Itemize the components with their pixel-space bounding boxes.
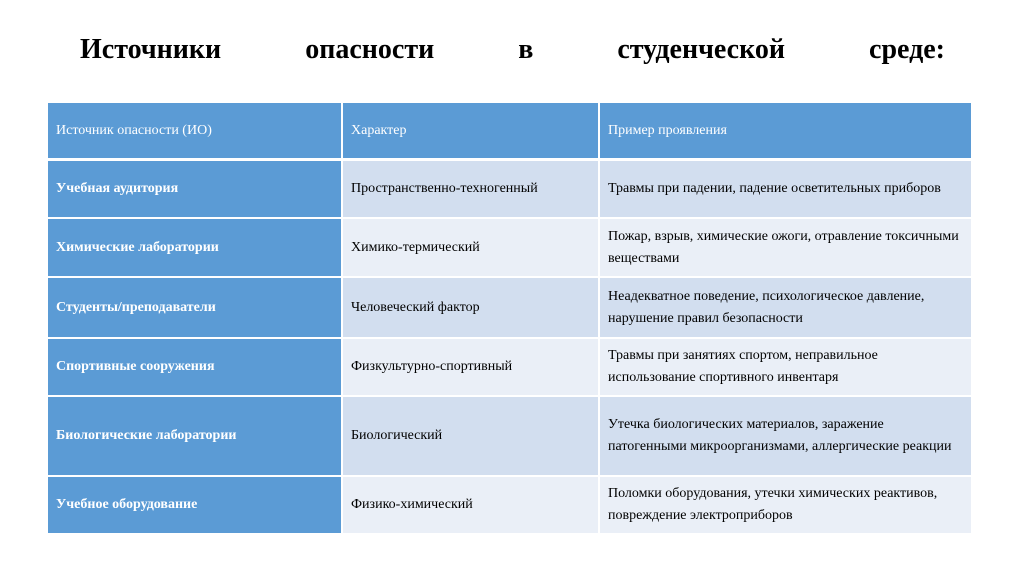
- table-row: [48, 161, 971, 219]
- cell-character: Пространственно-техногенный: [343, 161, 600, 219]
- cell-example: Поломки оборудования, утечки химических реактивов, повреждение электроприборов: [600, 477, 971, 535]
- cell-character: Химико-термический: [343, 219, 600, 278]
- table-row: [48, 339, 971, 397]
- cell-example: Утечка биологических материалов, заражение патогенными микроорганизмами, аллергические реакции: [600, 397, 971, 477]
- hazard-sources-table: [48, 103, 971, 535]
- table-row: [48, 477, 971, 535]
- table-row: [48, 219, 971, 278]
- title-word: опасности: [305, 34, 435, 65]
- table-row: [48, 397, 971, 477]
- page-title: [80, 30, 945, 70]
- title-word: Источники: [80, 34, 222, 65]
- cell-character: Физико-химический: [343, 477, 600, 535]
- cell-character: Человеческий фактор: [343, 278, 600, 339]
- table-row: [48, 278, 971, 339]
- cell-source: Учебное оборудование: [48, 477, 343, 535]
- cell-example: Неадекватное поведение, психологическое давление, нарушение правил безопасности: [600, 278, 971, 339]
- cell-example: Травмы при занятиях спортом, неправильное использование спортивного инвентаря: [600, 339, 971, 397]
- cell-example: Пожар, взрыв, химические ожоги, отравление токсичными веществами: [600, 219, 971, 278]
- cell-example: Травмы при падении, падение осветительных приборов: [600, 161, 971, 219]
- column-header-character: Характер: [343, 103, 600, 161]
- cell-source: Биологические лаборатории: [48, 397, 343, 477]
- cell-source: Спортивные сооружения: [48, 339, 343, 397]
- title-word: в: [518, 34, 534, 65]
- cell-source: Учебная аудитория: [48, 161, 343, 219]
- table-header-row: [48, 103, 971, 161]
- cell-character: Физкультурно-спортивный: [343, 339, 600, 397]
- column-header-example: Пример проявления: [600, 103, 971, 161]
- column-header-source: Источник опасности (ИО): [48, 103, 343, 161]
- title-word: среде:: [869, 34, 945, 65]
- cell-source: Химические лаборатории: [48, 219, 343, 278]
- cell-character: Биологический: [343, 397, 600, 477]
- title-word: студенческой: [617, 34, 786, 65]
- cell-source: Студенты/преподаватели: [48, 278, 343, 339]
